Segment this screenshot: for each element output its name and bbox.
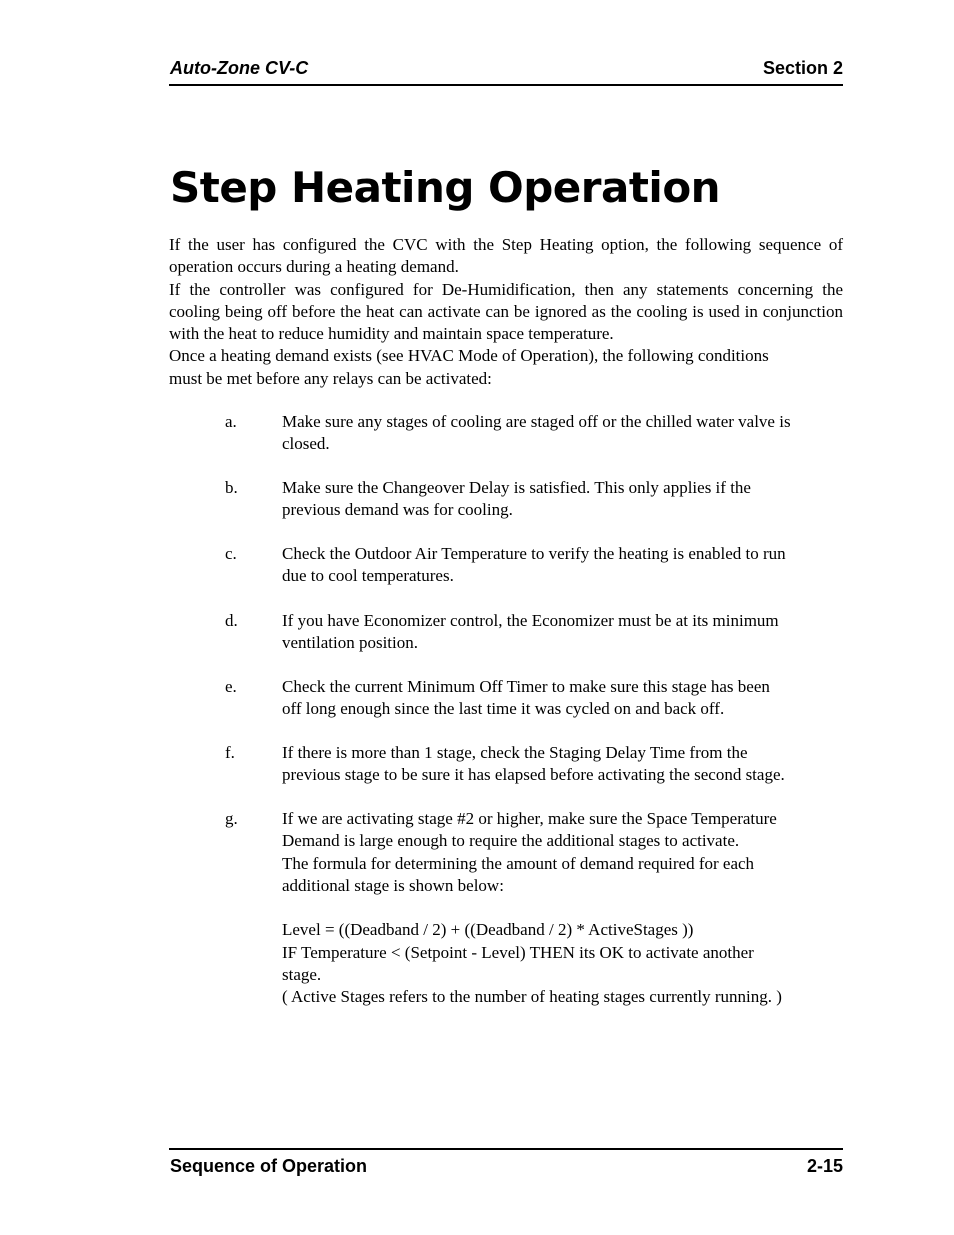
list-item-line: off long enough since the last time it was cycled on and back off. (282, 699, 725, 719)
list-item-line: Level = ((Deadband / 2) + ((Deadband / 2) * ActiveStages )) (282, 920, 694, 940)
list-item-text (282, 808, 845, 1009)
list-item-line: IF Temperature < (Setpoint - Level) THEN its OK to activate another (282, 942, 754, 962)
header-section-label: Section 2 (762, 58, 843, 78)
intro-paragraph-2: If the controller was configured for De-Humidification, then any statements concerning the cooling being off before the heat can activate can be ignored as the cooling is used in conjunction with the heat to reduce humidity and maintain space temperature. (169, 279, 843, 344)
list-item-line (282, 897, 845, 919)
list-item-text (282, 610, 845, 655)
list-item-letter: g. (225, 809, 238, 828)
intro-paragraph-3-line-2: must be met before any relays can be activated: (169, 368, 492, 388)
list-item-letter: b. (225, 478, 238, 497)
list-item-line: If there is more than 1 stage, check the Staging Delay Time from the (282, 743, 748, 762)
list-item-line: additional stage is shown below: (282, 875, 504, 895)
list-item-line: Demand is large enough to require the additional stages to activate. (282, 831, 740, 851)
page-header (169, 58, 843, 86)
page-footer (169, 1148, 843, 1180)
list-item-text (282, 477, 845, 522)
list-item-line: previous stage to be sure it has elapsed before activating the second stage. (282, 765, 785, 785)
list-item-letter: a. (225, 412, 237, 431)
list-item-line: stage. (282, 965, 322, 985)
list-item-line: ventilation position. (282, 633, 418, 653)
intro-paragraph-3-line-1: Once a heating demand exists (see HVAC Mode of Operation), the following conditions (169, 346, 769, 366)
list-item-line: closed. (282, 434, 330, 454)
list-item-line: Check the current Minimum Off Timer to make sure this stage has been (282, 677, 770, 696)
intro-text (169, 234, 843, 390)
list-item-text (282, 676, 845, 721)
list-item-text (282, 543, 845, 588)
list-item-line: If you have Economizer control, the Economizer must be at its minimum (282, 611, 779, 630)
list-item-letter: c. (225, 544, 237, 563)
list-item-line: Check the Outdoor Air Temperature to verify the heating is enabled to run (282, 544, 786, 563)
footer-page-number: 2-15 (806, 1156, 843, 1176)
header-product-name: Auto-Zone CV-C (170, 58, 309, 78)
list-item-letter: f. (225, 743, 235, 762)
footer-chapter-title: Sequence of Operation (170, 1156, 368, 1176)
list-item-text (282, 411, 845, 456)
list-item-letter: d. (225, 611, 238, 630)
list-item-line: Make sure the Changeover Delay is satisfied. This only applies if the (282, 478, 751, 497)
list-item-line: due to cool temperatures. (282, 566, 454, 586)
list-item-line: The formula for determining the amount of demand required for each (282, 853, 755, 873)
page-title: Step Heating Operation (170, 163, 721, 212)
intro-paragraph-1: If the user has configured the CVC with the Step Heating option, the following sequence of operation occurs during a heating demand. (169, 235, 843, 277)
intro-paragraph-3 (169, 345, 843, 390)
list-item-line: If we are activating stage #2 or higher, make sure the Space Temperature (282, 809, 777, 828)
list-item-line: ( Active Stages refers to the number of heating stages currently running. ) (282, 987, 782, 1007)
list-item-letter: e. (225, 677, 237, 696)
list-item-line: previous demand was for cooling. (282, 500, 513, 520)
list-item-line: Make sure any stages of cooling are staged off or the chilled water valve is (282, 412, 791, 431)
list-item-text (282, 742, 845, 787)
